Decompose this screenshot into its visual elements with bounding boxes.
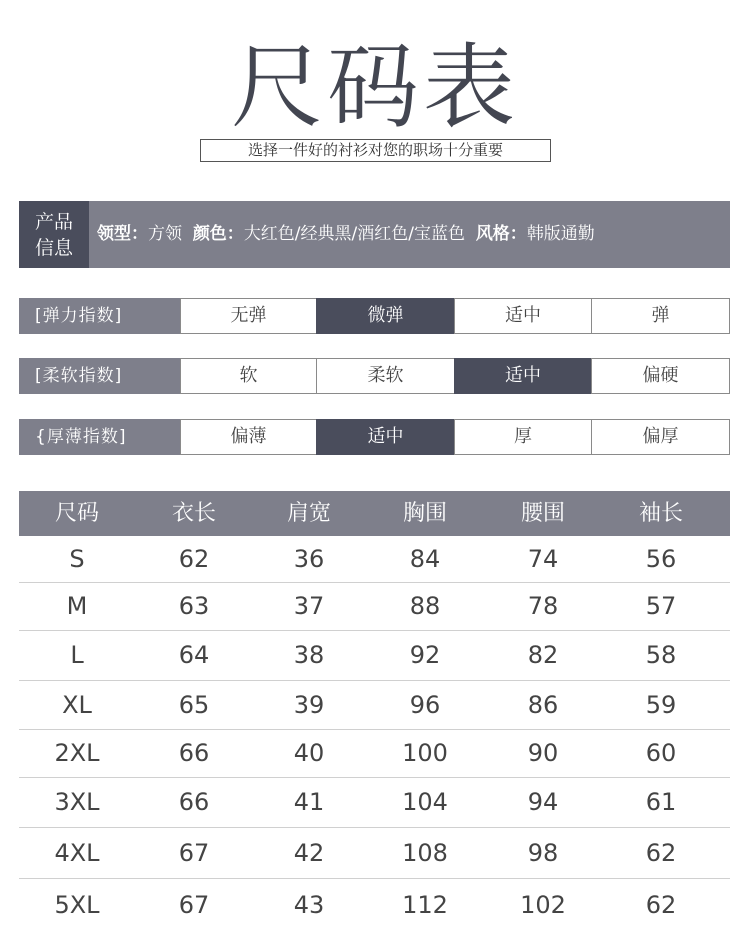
table-row — [19, 631, 730, 681]
measure-cell: 96 — [409, 691, 441, 719]
size-cell: 4XL — [54, 839, 100, 867]
measure-cell: 37 — [293, 592, 325, 620]
index-option: 微弹 — [316, 298, 455, 334]
size-cell: XL — [62, 691, 92, 719]
collar-value: 方领 — [148, 224, 182, 244]
table-header-cell: 尺码 — [54, 501, 99, 526]
index-option: 无弹 — [180, 298, 317, 334]
measure-cell: 36 — [293, 545, 325, 573]
table-header-cell: 腰围 — [520, 501, 565, 526]
table-row — [19, 828, 730, 879]
measure-cell: 88 — [409, 592, 441, 620]
measure-cell: 104 — [402, 788, 448, 816]
table-row — [19, 536, 730, 583]
index-option: 适中 — [454, 358, 592, 394]
index-option: 适中 — [316, 419, 455, 455]
measure-cell: 86 — [527, 691, 559, 719]
measure-cell: 102 — [520, 891, 566, 919]
table-row — [19, 681, 730, 730]
measure-cell: 90 — [527, 739, 559, 767]
page-title: 尺码表 — [230, 34, 519, 141]
color-label: 颜色： — [192, 224, 244, 244]
measure-cell: 38 — [293, 641, 325, 669]
index-row — [19, 419, 730, 455]
table-header-cell: 袖长 — [638, 501, 683, 526]
index-option: 厚 — [454, 419, 592, 455]
size-cell: L — [70, 641, 84, 669]
measure-cell: 64 — [178, 641, 210, 669]
size-cell: M — [66, 592, 88, 620]
index-option: 软 — [180, 358, 317, 394]
color-value: 大红色/经典黑/酒红色/宝蓝色 — [243, 224, 465, 244]
index-label: {厚薄指数] — [19, 419, 180, 455]
measure-cell: 57 — [645, 592, 677, 620]
measure-cell: 56 — [645, 545, 677, 573]
measure-cell: 62 — [645, 891, 677, 919]
measure-cell: 112 — [402, 891, 448, 919]
measure-cell: 108 — [402, 839, 448, 867]
style-label: 风格： — [475, 224, 527, 244]
index-label: [柔软指数] — [19, 358, 180, 394]
measure-cell: 43 — [293, 891, 325, 919]
index-label: [弹力指数] — [19, 298, 180, 334]
index-option: 偏硬 — [591, 358, 730, 394]
measure-cell: 63 — [178, 592, 210, 620]
measure-cell: 62 — [645, 839, 677, 867]
measure-cell: 100 — [402, 739, 448, 767]
table-row — [19, 778, 730, 828]
index-row — [19, 298, 730, 334]
index-option: 弹 — [591, 298, 730, 334]
product-info-label-line1: 产品 — [34, 211, 73, 233]
size-cell: 2XL — [54, 739, 100, 767]
measure-cell: 58 — [645, 641, 677, 669]
table-header-cell: 肩宽 — [286, 501, 331, 526]
size-cell: 3XL — [54, 788, 100, 816]
measure-cell: 92 — [409, 641, 441, 669]
index-option: 偏薄 — [180, 419, 317, 455]
measure-cell: 42 — [293, 839, 325, 867]
measure-cell: 94 — [527, 788, 559, 816]
measure-cell: 59 — [645, 691, 677, 719]
measure-cell: 74 — [527, 545, 559, 573]
index-option: 适中 — [454, 298, 592, 334]
measure-cell: 41 — [293, 788, 325, 816]
measure-cell: 61 — [645, 788, 677, 816]
measure-cell: 66 — [178, 739, 210, 767]
measure-cell: 67 — [178, 891, 210, 919]
style-value: 韩版通勤 — [526, 224, 595, 244]
table-header-cell: 衣长 — [171, 501, 216, 526]
measure-cell: 78 — [527, 592, 559, 620]
measure-cell: 66 — [178, 788, 210, 816]
size-cell: S — [69, 545, 85, 573]
index-option: 偏厚 — [591, 419, 730, 455]
measure-cell: 67 — [178, 839, 210, 867]
product-info-label — [19, 201, 89, 268]
product-info-bar — [19, 201, 730, 268]
measure-cell: 60 — [645, 739, 677, 767]
table-row — [19, 583, 730, 631]
index-option: 柔软 — [316, 358, 455, 394]
measure-cell: 40 — [293, 739, 325, 767]
measure-cell: 39 — [293, 691, 325, 719]
page-subtitle: 选择一件好的衬衫对您的职场十分重要 — [200, 139, 551, 162]
collar-label: 领型： — [97, 224, 148, 244]
size-cell: 5XL — [54, 891, 100, 919]
product-info-label-line2: 信息 — [34, 237, 73, 259]
measure-cell: 98 — [527, 839, 559, 867]
table-row — [19, 879, 730, 932]
measure-cell: 84 — [409, 545, 441, 573]
table-header-cell: 胸围 — [402, 501, 447, 526]
product-info-text — [97, 201, 595, 268]
measure-cell: 65 — [178, 691, 210, 719]
size-table-header — [19, 491, 730, 536]
table-row — [19, 730, 730, 778]
index-row — [19, 358, 730, 394]
measure-cell: 62 — [178, 545, 210, 573]
measure-cell: 82 — [527, 641, 559, 669]
